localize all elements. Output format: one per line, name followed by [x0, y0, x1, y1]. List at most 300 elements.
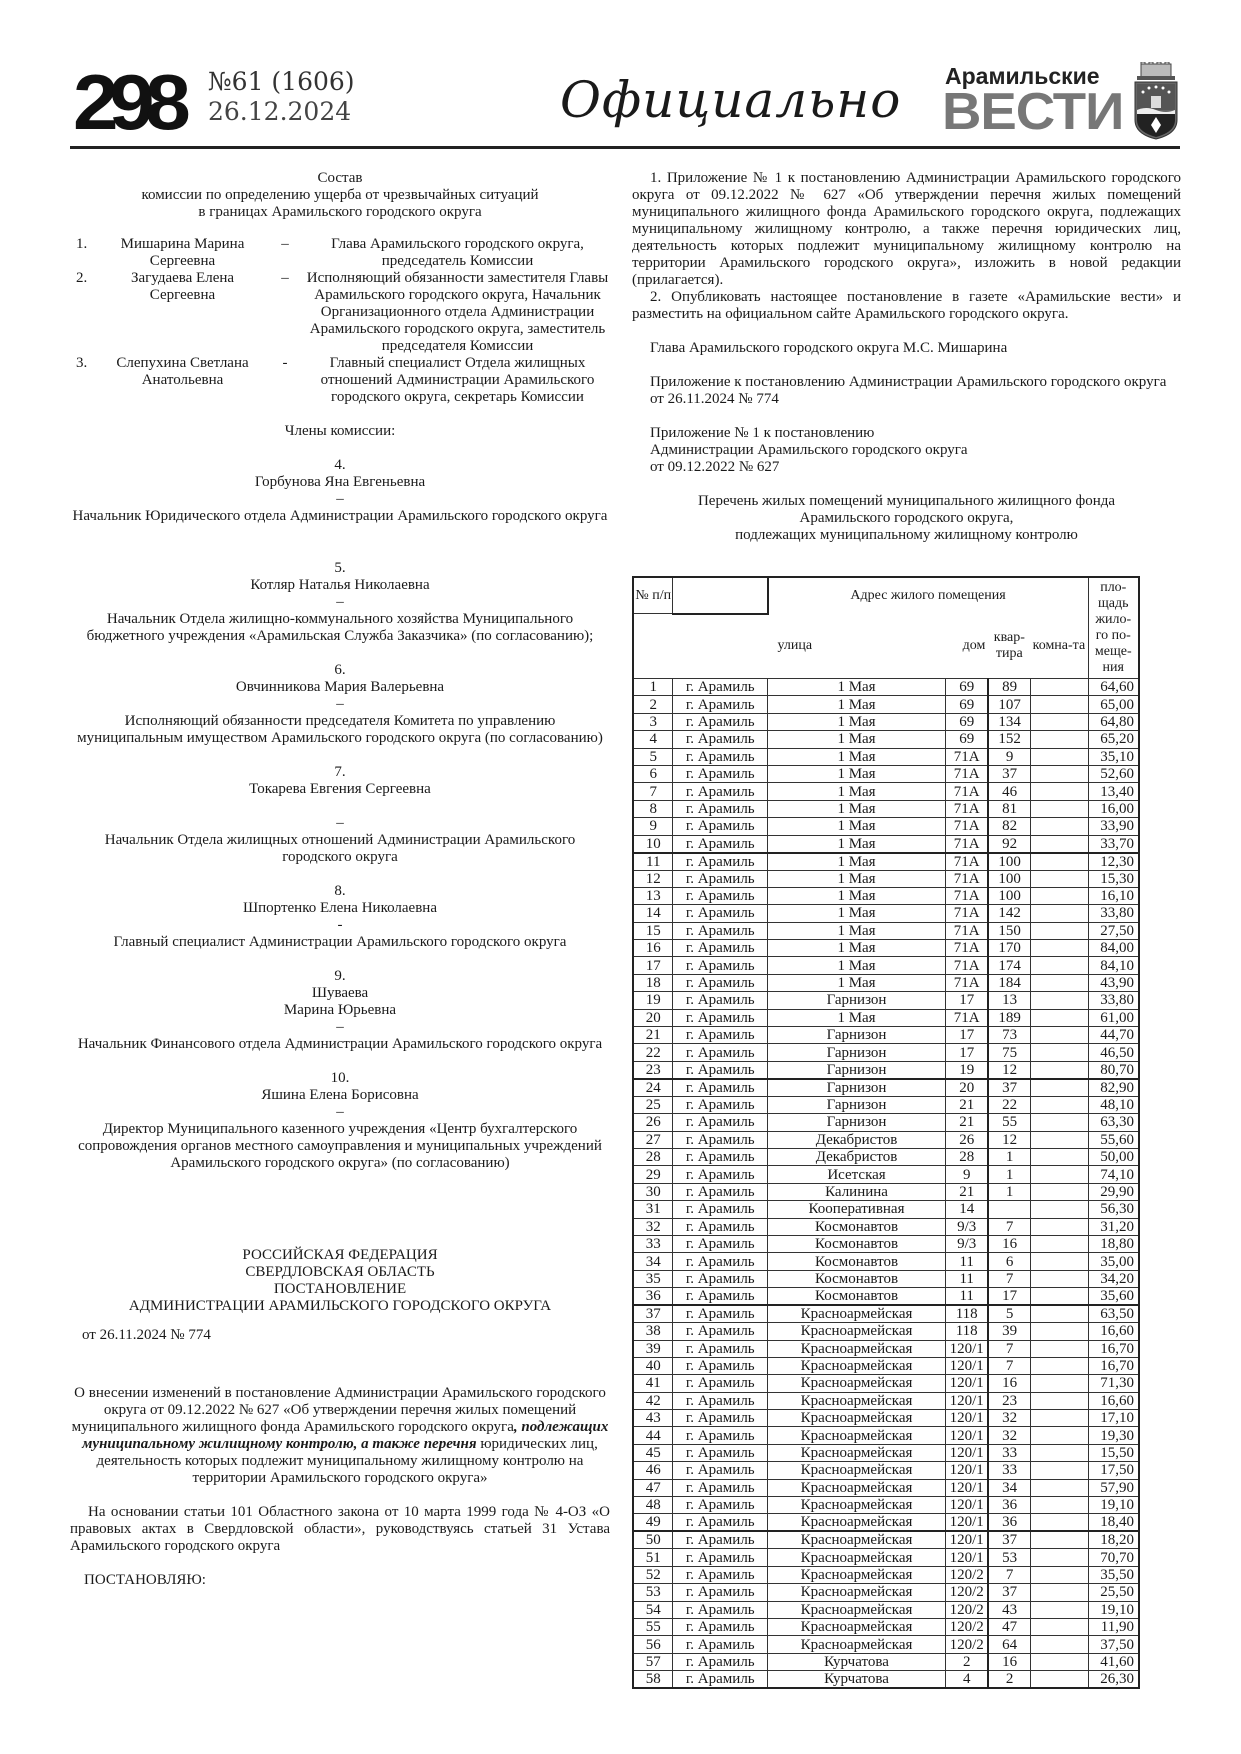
cell-room — [1030, 1061, 1088, 1079]
cell-house: 120/1 — [946, 1375, 989, 1392]
cell-street: Красноармейская — [768, 1410, 946, 1427]
cell-apartment: 7 — [988, 1566, 1030, 1583]
cell-apartment: 152 — [988, 731, 1030, 748]
cell-area: 37,50 — [1088, 1636, 1139, 1653]
cell-apartment: 170 — [988, 940, 1030, 957]
member-name: Шпортенко Елена Николаевна — [243, 900, 437, 916]
cell-apartment: 34 — [988, 1479, 1030, 1496]
cell-room — [1030, 1044, 1088, 1061]
cell-row-number: 40 — [633, 1357, 673, 1374]
member-block — [70, 764, 610, 866]
cell-area: 16,60 — [1088, 1323, 1139, 1340]
decree-item-1: 1. Приложение № 1 к постановлению Администрации Арамильского городского округа от 09.12.2022 № 627 «Об утверждении перечня жилых помещений муниципального жилищного фонда Арамильского городского округа, подлежащих муниципальному жилищному контролю, а также перечня юридических лиц, деятельность которых подлежит муниципальному жилищному контролю на территории Арамильского городского округа», изложить в новой редакции (прилагается). — [632, 170, 1181, 288]
cell-room — [1030, 696, 1088, 713]
table-subheader-row — [633, 614, 1139, 679]
leader-row — [70, 236, 610, 270]
commission-leaders-table — [70, 236, 610, 406]
cell-row-number: 30 — [633, 1183, 673, 1200]
cell-room — [1030, 957, 1088, 974]
cell-apartment: 100 — [988, 853, 1030, 871]
leader-number: 2. — [76, 270, 88, 286]
section-title: Официально — [560, 71, 902, 129]
cell-row-number: 13 — [633, 887, 673, 904]
cell-street: 1 Мая — [768, 713, 946, 730]
cell-house: 71А — [946, 853, 989, 871]
cell-house: 21 — [946, 1183, 989, 1200]
leader-position: Глава Арамильского городского округа, председатель Комиссии — [331, 236, 584, 269]
masthead-divider — [70, 146, 1180, 149]
table-row — [633, 1027, 1139, 1044]
title-line: комиссии по определению ущерба от чрезвычайных ситуаций — [141, 187, 539, 203]
cell-room — [1030, 1549, 1088, 1566]
member-position: Начальник Отдела жилищных отношений Администрации Арамильского городского округа — [104, 832, 576, 865]
cell-row-number: 55 — [633, 1618, 673, 1635]
cell-street: 1 Мая — [768, 870, 946, 887]
cell-room — [1030, 1427, 1088, 1444]
cell-row-number: 45 — [633, 1444, 673, 1461]
cell-area: 64,80 — [1088, 713, 1139, 730]
cell-row-number: 53 — [633, 1584, 673, 1601]
table-row — [633, 1009, 1139, 1026]
cell-street: 1 Мая — [768, 800, 946, 817]
cell-room — [1030, 1148, 1088, 1165]
appendix-reference — [632, 374, 1181, 408]
cell-row-number: 19 — [633, 992, 673, 1009]
table-row — [633, 765, 1139, 782]
member-position: Начальник Отдела жилищно-коммунального хозяйства Муниципального бюджетного учреждения «Арамильская Служба Заказчика» (по согласованию); — [86, 611, 594, 644]
cell-house: 120/2 — [946, 1584, 989, 1601]
cell-room — [1030, 1357, 1088, 1374]
table-row — [633, 1462, 1139, 1479]
cell-area: 52,60 — [1088, 765, 1139, 782]
cell-room — [1030, 1323, 1088, 1340]
cell-area: 18,40 — [1088, 1514, 1139, 1532]
cell-apartment — [988, 1201, 1030, 1218]
cell-city: г. Арамиль — [673, 748, 768, 765]
cell-row-number: 48 — [633, 1497, 673, 1514]
cell-row-number: 26 — [633, 1114, 673, 1131]
cell-room — [1030, 940, 1088, 957]
table-row — [633, 1549, 1139, 1566]
cell-apartment: 89 — [988, 679, 1030, 696]
right-column — [632, 170, 1181, 544]
cell-area: 18,80 — [1088, 1235, 1139, 1252]
cell-city: г. Арамиль — [673, 1235, 768, 1252]
cell-row-number: 43 — [633, 1410, 673, 1427]
cell-street: Космонавтов — [768, 1270, 946, 1287]
cell-area: 19,30 — [1088, 1427, 1139, 1444]
cell-apartment: 22 — [988, 1096, 1030, 1113]
cell-apartment: 1 — [988, 1183, 1030, 1200]
cell-room — [1030, 1201, 1088, 1218]
cell-street: Гарнизон — [768, 1096, 946, 1113]
member-dash: – — [336, 696, 344, 712]
cell-house: 21 — [946, 1096, 989, 1113]
cell-house: 120/1 — [946, 1444, 989, 1461]
cell-city: г. Арамиль — [673, 783, 768, 800]
table-row — [633, 783, 1139, 800]
cell-area: 16,00 — [1088, 800, 1139, 817]
cell-row-number: 27 — [633, 1131, 673, 1148]
appendix-1-reference — [632, 425, 1181, 476]
member-position: Начальник Юридического отдела Администрации Арамильского городского округа — [72, 508, 608, 524]
decree-item-2: 2. Опубликовать настоящее постановление в газете «Арамильские вести» и разместить на официальном сайте Арамильского городского округа. — [632, 289, 1181, 322]
housing-table — [632, 576, 1140, 1689]
cell-street: Красноармейская — [768, 1566, 946, 1583]
cell-apartment: 37 — [988, 1531, 1030, 1549]
cell-house: 120/1 — [946, 1427, 989, 1444]
cell-area: 15,50 — [1088, 1444, 1139, 1461]
member-number: 5. — [334, 560, 346, 576]
cell-city: г. Арамиль — [673, 1340, 768, 1357]
table-row — [633, 1636, 1139, 1653]
table-header-row — [633, 577, 1139, 614]
cell-area: 19,10 — [1088, 1601, 1139, 1618]
cell-row-number: 56 — [633, 1636, 673, 1653]
member-dash: – — [336, 1019, 344, 1035]
cell-room — [1030, 853, 1088, 871]
cell-row-number: 20 — [633, 1009, 673, 1026]
cell-room — [1030, 1009, 1088, 1026]
header-apartment: квар-тира — [993, 629, 1025, 661]
cell-area: 63,50 — [1088, 1305, 1139, 1323]
table-row — [633, 905, 1139, 922]
cell-row-number: 35 — [633, 1270, 673, 1287]
member-block — [70, 560, 610, 645]
cell-row-number: 10 — [633, 835, 673, 853]
cell-street: 1 Мая — [768, 835, 946, 853]
cell-city: г. Арамиль — [673, 1584, 768, 1601]
cell-room — [1030, 1183, 1088, 1200]
cell-apartment: 16 — [988, 1653, 1030, 1670]
cell-house: 71А — [946, 887, 989, 904]
signature: Глава Арамильского городского округа М.С. Мишарина — [650, 340, 1008, 356]
table-row — [633, 1618, 1139, 1635]
member-name-cont: Марина Юрьевна — [283, 1002, 397, 1018]
cell-row-number: 52 — [633, 1566, 673, 1583]
cell-city: г. Арамиль — [673, 992, 768, 1009]
cell-city: г. Арамиль — [673, 818, 768, 835]
cell-row-number: 37 — [633, 1305, 673, 1323]
cell-city: г. Арамиль — [673, 1009, 768, 1026]
cell-row-number: 50 — [633, 1531, 673, 1549]
cell-apartment: 12 — [988, 1131, 1030, 1148]
decree-header-line: СВЕРДЛОВСКАЯ ОБЛАСТЬ — [245, 1264, 435, 1280]
newspaper-logo-main: ВЕСТИ — [942, 83, 1124, 141]
cell-area: 15,30 — [1088, 870, 1139, 887]
leader-name: Загудаева Елена Сергеевна — [130, 270, 235, 303]
header-room: комна-та — [1032, 637, 1086, 653]
cell-house: 71А — [946, 940, 989, 957]
cell-city: г. Арамиль — [673, 1218, 768, 1235]
cell-row-number: 8 — [633, 800, 673, 817]
cell-area: 84,10 — [1088, 957, 1139, 974]
cell-house: 120/1 — [946, 1514, 989, 1532]
cell-row-number: 41 — [633, 1375, 673, 1392]
decree-basis: На основании статьи 101 Областного закона от 10 марта 1999 года № 4-ОЗ «О правовых актах в Свердловской области», руководствуясь статьей 31 Устава Арамильского городского округа — [70, 1504, 610, 1554]
member-number: 7. — [334, 764, 346, 780]
cell-city: г. Арамиль — [673, 1201, 768, 1218]
leader-name: Слепухина Светлана Анатольевна — [116, 355, 249, 388]
cell-city: г. Арамиль — [673, 713, 768, 730]
cell-area: 48,10 — [1088, 1096, 1139, 1113]
table-row — [633, 1183, 1139, 1200]
cell-apartment: 5 — [988, 1305, 1030, 1323]
table-row — [633, 1566, 1139, 1583]
cell-house: 71А — [946, 957, 989, 974]
cell-apartment: 36 — [988, 1497, 1030, 1514]
cell-apartment: 39 — [988, 1323, 1030, 1340]
table-row — [633, 1114, 1139, 1131]
cell-city: г. Арамиль — [673, 1531, 768, 1549]
member-block — [70, 883, 610, 951]
cell-apartment: 7 — [988, 1218, 1030, 1235]
decree-header-line: АДМИНИСТРАЦИИ АРАМИЛЬСКОГО ГОРОДСКОГО ОКРУГА — [128, 1298, 552, 1314]
member-block — [70, 457, 610, 525]
cell-apartment: 1 — [988, 1166, 1030, 1183]
cell-row-number: 21 — [633, 1027, 673, 1044]
cell-house: 120/1 — [946, 1549, 989, 1566]
table-row — [633, 1288, 1139, 1306]
member-dash: – — [336, 1104, 344, 1120]
table-row — [633, 1340, 1139, 1357]
decree-subject-emphasis: , подлежащих муниципальному жилищному контролю, а также перечня — [82, 1419, 609, 1452]
cell-house: 71А — [946, 1009, 989, 1026]
cell-room — [1030, 1584, 1088, 1601]
cell-apartment: 16 — [988, 1235, 1030, 1252]
member-dash: – — [336, 815, 344, 831]
cell-row-number: 46 — [633, 1462, 673, 1479]
table-row — [633, 1166, 1139, 1183]
cell-room — [1030, 1253, 1088, 1270]
header-address: Адрес жилого помещения — [768, 577, 1089, 614]
table-row — [633, 731, 1139, 748]
member-position: Начальник Финансового отдела Администрации Арамильского городского округа — [77, 1036, 603, 1052]
cell-street: Декабристов — [768, 1131, 946, 1148]
cell-row-number: 6 — [633, 765, 673, 782]
decree-date: от 26.11.2024 № 774 — [82, 1327, 211, 1343]
cell-city: г. Арамиль — [673, 1270, 768, 1287]
cell-street: Космонавтов — [768, 1218, 946, 1235]
cell-city: г. Арамиль — [673, 1375, 768, 1392]
table-row — [633, 1131, 1139, 1148]
cell-street: Красноармейская — [768, 1601, 946, 1618]
cell-street: 1 Мая — [768, 905, 946, 922]
cell-area: 50,00 — [1088, 1148, 1139, 1165]
cell-row-number: 25 — [633, 1096, 673, 1113]
cell-city: г. Арамиль — [673, 1427, 768, 1444]
cell-city: г. Арамиль — [673, 1079, 768, 1097]
member-block — [70, 662, 610, 747]
cell-room — [1030, 1340, 1088, 1357]
list-title-line: подлежащих муниципальному жилищному контролю — [735, 527, 1078, 543]
cell-house: 71А — [946, 905, 989, 922]
cell-room — [1030, 1514, 1088, 1532]
leader-dash: - — [282, 355, 288, 371]
cell-apartment: 107 — [988, 696, 1030, 713]
decree-subject — [70, 1385, 610, 1487]
cell-city: г. Арамиль — [673, 1131, 768, 1148]
member-dash: - — [337, 917, 343, 933]
cell-house: 20 — [946, 1079, 989, 1097]
cell-house: 11 — [946, 1288, 989, 1306]
decree-header-line: РОССИЙСКАЯ ФЕДЕРАЦИЯ — [242, 1247, 438, 1263]
leader-position: Исполняющий обязанности заместителя Главы Арамильского городского округа, Начальник Организационного отдела Администрации Арамильского городского округа, заместитель председателя Комиссии — [306, 270, 609, 354]
decree-header-line: ПОСТАНОВЛЕНИЕ — [273, 1281, 407, 1297]
header-house: дом — [962, 637, 986, 653]
cell-street: 1 Мая — [768, 679, 946, 696]
table-row — [633, 1061, 1139, 1079]
table-row — [633, 1653, 1139, 1670]
cell-house: 71А — [946, 800, 989, 817]
cell-row-number: 33 — [633, 1235, 673, 1252]
cell-house: 26 — [946, 1131, 989, 1148]
cell-area: 46,50 — [1088, 1044, 1139, 1061]
cell-apartment: 33 — [988, 1462, 1030, 1479]
cell-city: г. Арамиль — [673, 1462, 768, 1479]
cell-apartment: 81 — [988, 800, 1030, 817]
cell-street: Декабристов — [768, 1148, 946, 1165]
table-row — [633, 1235, 1139, 1252]
cell-area: 35,10 — [1088, 748, 1139, 765]
cell-area: 29,90 — [1088, 1183, 1139, 1200]
member-position: Исполняющий обязанности председателя Комитета по управлению муниципальным имуществом Арамильского городского округа (по согласованию) — [77, 713, 603, 746]
cell-area: 71,30 — [1088, 1375, 1139, 1392]
cell-city: г. Арамиль — [673, 1305, 768, 1323]
cell-room — [1030, 992, 1088, 1009]
cell-room — [1030, 870, 1088, 887]
cell-house: 9/3 — [946, 1218, 989, 1235]
cell-street: Гарнизон — [768, 1079, 946, 1097]
cell-apartment: 7 — [988, 1357, 1030, 1374]
cell-house: 120/1 — [946, 1462, 989, 1479]
cell-area: 33,70 — [1088, 835, 1139, 853]
cell-room — [1030, 1497, 1088, 1514]
cell-house: 21 — [946, 1114, 989, 1131]
cell-street: 1 Мая — [768, 696, 946, 713]
cell-street: Гарнизон — [768, 1044, 946, 1061]
cell-apartment: 6 — [988, 1253, 1030, 1270]
member-number: 6. — [334, 662, 346, 678]
cell-apartment: 92 — [988, 835, 1030, 853]
cell-row-number: 24 — [633, 1079, 673, 1097]
leader-dash: – — [281, 270, 289, 286]
cell-row-number: 22 — [633, 1044, 673, 1061]
member-number: 9. — [334, 968, 346, 984]
title-line: в границах Арамильского городского округа — [198, 204, 482, 220]
cell-city: г. Арамиль — [673, 1166, 768, 1183]
table-row — [633, 1671, 1139, 1689]
cell-row-number: 28 — [633, 1148, 673, 1165]
cell-apartment: 12 — [988, 1061, 1030, 1079]
leader-number: 1. — [76, 236, 88, 252]
cell-row-number: 44 — [633, 1427, 673, 1444]
cell-street: Красноармейская — [768, 1340, 946, 1357]
cell-house: 17 — [946, 1027, 989, 1044]
cell-apartment: 189 — [988, 1009, 1030, 1026]
cell-room — [1030, 1601, 1088, 1618]
cell-room — [1030, 1235, 1088, 1252]
cell-area: 65,00 — [1088, 696, 1139, 713]
appendix-line: от 09.12.2022 № 627 — [650, 459, 780, 475]
table-row — [633, 1096, 1139, 1113]
cell-city: г. Арамиль — [673, 800, 768, 817]
cell-street: 1 Мая — [768, 957, 946, 974]
table-row — [633, 1044, 1139, 1061]
member-dash: – — [336, 594, 344, 610]
cell-row-number: 17 — [633, 957, 673, 974]
cell-house: 19 — [946, 1061, 989, 1079]
cell-room — [1030, 679, 1088, 696]
member-number: 4. — [334, 457, 346, 473]
cell-city: г. Арамиль — [673, 1618, 768, 1635]
cell-house: 71А — [946, 870, 989, 887]
member-number: 8. — [334, 883, 346, 899]
cell-apartment: 73 — [988, 1027, 1030, 1044]
cell-row-number: 31 — [633, 1201, 673, 1218]
cell-room — [1030, 974, 1088, 991]
cell-city: г. Арамиль — [673, 1061, 768, 1079]
leader-dash: – — [281, 236, 289, 252]
cell-street: Красноармейская — [768, 1618, 946, 1635]
decree-subject-text: юридических лиц, деятельность которых подлежит муниципальному жилищному контролю на территории Арамильского городского округа» — [96, 1436, 598, 1486]
cell-city: г. Арамиль — [673, 1549, 768, 1566]
cell-apartment: 100 — [988, 870, 1030, 887]
member-name: Яшина Елена Борисовна — [261, 1087, 419, 1103]
cell-apartment: 2 — [988, 1671, 1030, 1689]
cell-apartment: 47 — [988, 1618, 1030, 1635]
cell-street: 1 Мая — [768, 974, 946, 991]
cell-city: г. Арамиль — [673, 1514, 768, 1532]
appendix-line: Приложение № 1 к постановлению — [650, 425, 875, 441]
cell-house: 71А — [946, 765, 989, 782]
cell-street: Кооперативная — [768, 1201, 946, 1218]
table-row — [633, 679, 1139, 696]
cell-room — [1030, 1462, 1088, 1479]
cell-street: Красноармейская — [768, 1305, 946, 1323]
cell-area: 19,10 — [1088, 1497, 1139, 1514]
cell-city: г. Арамиль — [673, 974, 768, 991]
cell-city: г. Арамиль — [673, 1148, 768, 1165]
cell-row-number: 15 — [633, 922, 673, 939]
cell-street: 1 Мая — [768, 783, 946, 800]
member-name: Овчинникова Мария Валерьевна — [235, 679, 445, 695]
cell-street: Гарнизон — [768, 1027, 946, 1044]
cell-area: 74,10 — [1088, 1166, 1139, 1183]
cell-street: Гарнизон — [768, 992, 946, 1009]
cell-row-number: 18 — [633, 974, 673, 991]
cell-city: г. Арамиль — [673, 922, 768, 939]
table-row — [633, 1218, 1139, 1235]
cell-house: 9 — [946, 1166, 989, 1183]
table-row — [633, 835, 1139, 853]
table-row — [633, 1479, 1139, 1496]
table-row — [633, 1410, 1139, 1427]
cell-house: 17 — [946, 992, 989, 1009]
housing-list-title — [632, 493, 1181, 544]
appendix-line: Приложение к постановлению Администрации Арамильского городского округа — [650, 374, 1167, 390]
table-row — [633, 800, 1139, 817]
cell-house: 120/1 — [946, 1357, 989, 1374]
cell-row-number: 1 — [633, 679, 673, 696]
cell-house: 69 — [946, 679, 989, 696]
cell-row-number: 57 — [633, 1653, 673, 1670]
table-row — [633, 1357, 1139, 1374]
cell-house: 71А — [946, 922, 989, 939]
cell-row-number: 47 — [633, 1479, 673, 1496]
cell-area: 17,50 — [1088, 1462, 1139, 1479]
cell-row-number: 29 — [633, 1166, 673, 1183]
